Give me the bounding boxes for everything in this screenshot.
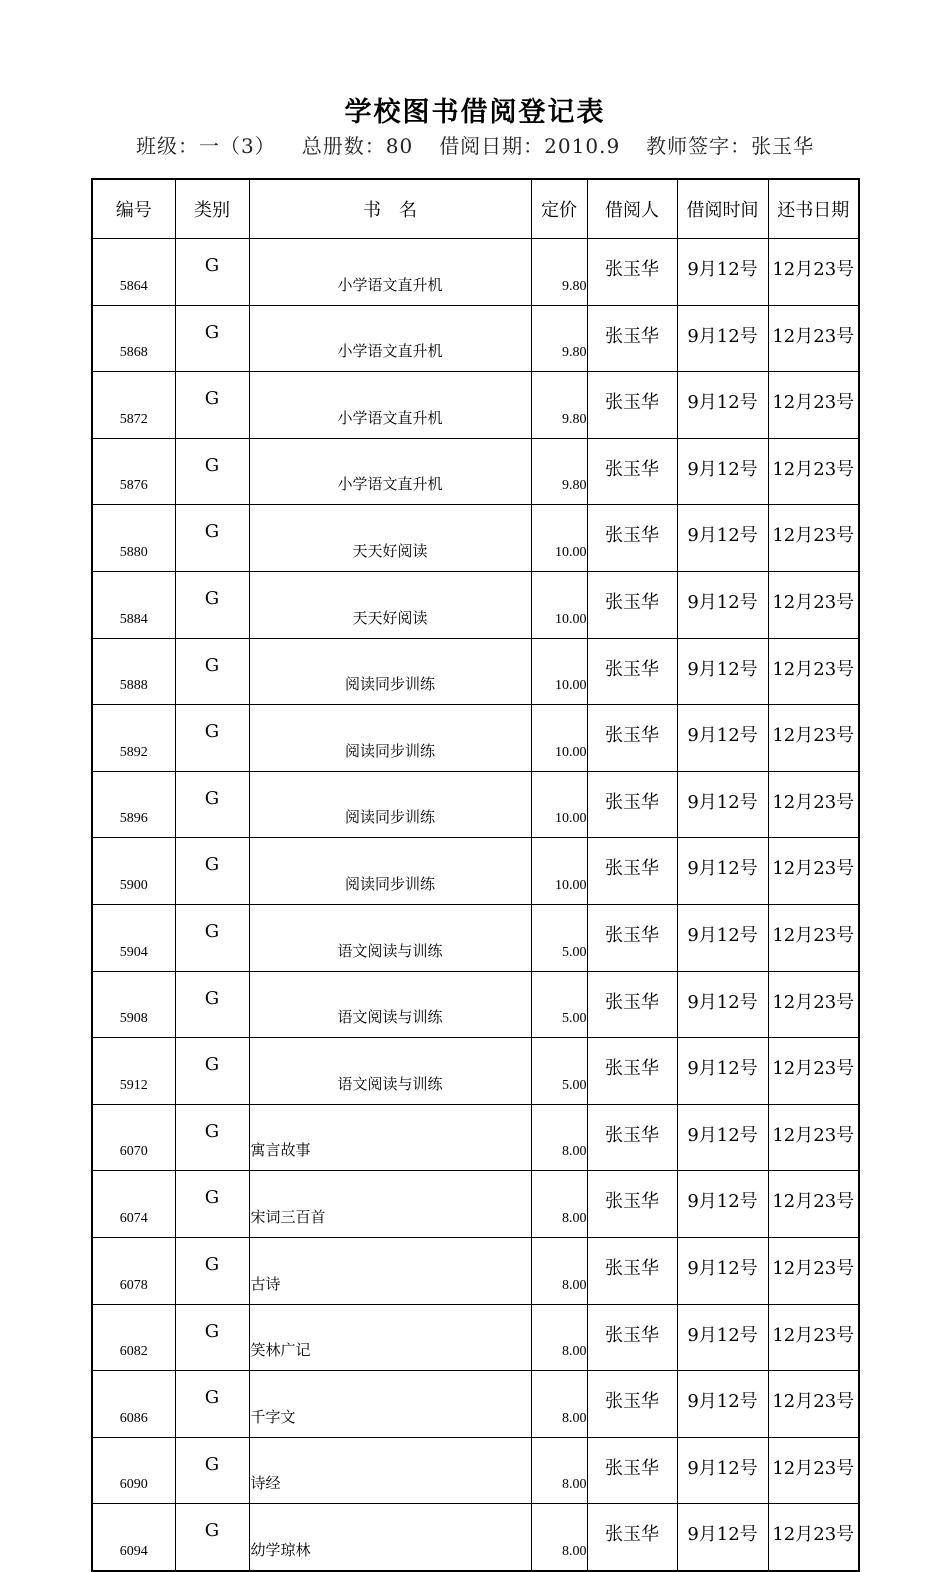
- return-date-cell: 12月23号: [768, 1104, 859, 1171]
- header-category: 类别: [175, 179, 249, 239]
- book-id-cell: 5872: [92, 372, 175, 439]
- table-row: [92, 1437, 859, 1504]
- document-subtitle: [136, 130, 840, 159]
- borrow-time-cell: 9月12号: [677, 438, 768, 505]
- borrower-cell: 张玉华: [587, 838, 677, 905]
- book-title-cell: 天天好阅读: [249, 571, 531, 638]
- book-id-cell: 6074: [92, 1171, 175, 1238]
- header-borrower: 借阅人: [587, 179, 677, 239]
- borrow-time-cell: 9月12号: [677, 372, 768, 439]
- book-id-cell: 5888: [92, 638, 175, 705]
- return-date-cell: 12月23号: [768, 1038, 859, 1105]
- book-title-cell: 小学语文直升机: [249, 438, 531, 505]
- book-id-cell: 6086: [92, 1371, 175, 1438]
- header-price: 定价: [531, 179, 587, 239]
- category-cell: G: [175, 838, 249, 905]
- table-row: [92, 971, 859, 1038]
- price-cell: 8.00: [531, 1437, 587, 1504]
- borrower-cell: 张玉华: [587, 638, 677, 705]
- borrow-time-cell: 9月12号: [677, 571, 768, 638]
- price-cell: 10.00: [531, 638, 587, 705]
- borrower-cell: 张玉华: [587, 571, 677, 638]
- return-date-cell: 12月23号: [768, 1171, 859, 1238]
- header-return-date: 还书日期: [768, 179, 859, 239]
- price-cell: 8.00: [531, 1304, 587, 1371]
- book-id-cell: 5876: [92, 438, 175, 505]
- book-title-cell: 小学语文直升机: [249, 239, 531, 306]
- borrow-time-cell: 9月12号: [677, 1038, 768, 1105]
- borrower-cell: 张玉华: [587, 1504, 677, 1571]
- table-row: [92, 505, 859, 572]
- table-row: [92, 1171, 859, 1238]
- return-date-cell: 12月23号: [768, 705, 859, 772]
- table-row: [92, 305, 859, 372]
- header-id: 编号: [92, 179, 175, 239]
- book-title-cell: 阅读同步训练: [249, 838, 531, 905]
- category-cell: G: [175, 1504, 249, 1571]
- return-date-cell: 12月23号: [768, 571, 859, 638]
- book-title-cell: 阅读同步训练: [249, 638, 531, 705]
- borrower-cell: 张玉华: [587, 705, 677, 772]
- price-cell: 9.80: [531, 239, 587, 306]
- borrow-time-cell: 9月12号: [677, 1437, 768, 1504]
- book-title-cell: 阅读同步训练: [249, 705, 531, 772]
- book-id-cell: 5864: [92, 239, 175, 306]
- table-row: [92, 838, 859, 905]
- price-cell: 10.00: [531, 838, 587, 905]
- price-cell: 10.00: [531, 771, 587, 838]
- borrower-cell: 张玉华: [587, 971, 677, 1038]
- price-cell: 10.00: [531, 571, 587, 638]
- borrow-time-cell: 9月12号: [677, 1171, 768, 1238]
- book-title-cell: 寓言故事: [249, 1104, 531, 1171]
- table-row: [92, 239, 859, 306]
- borrower-cell: 张玉华: [587, 904, 677, 971]
- header-borrow-time: 借阅时间: [677, 179, 768, 239]
- category-cell: G: [175, 305, 249, 372]
- borrower-cell: 张玉华: [587, 771, 677, 838]
- table-row: [92, 1038, 859, 1105]
- category-cell: G: [175, 638, 249, 705]
- book-title-cell: 宋词三百首: [249, 1171, 531, 1238]
- category-cell: G: [175, 705, 249, 772]
- borrow-time-cell: 9月12号: [677, 904, 768, 971]
- table-row: [92, 438, 859, 505]
- table-row: [92, 705, 859, 772]
- return-date-cell: 12月23号: [768, 1437, 859, 1504]
- book-title-cell: 语文阅读与训练: [249, 1038, 531, 1105]
- table-row: [92, 1371, 859, 1438]
- borrow-time-cell: 9月12号: [677, 505, 768, 572]
- table-row: [92, 1304, 859, 1371]
- category-cell: G: [175, 438, 249, 505]
- price-cell: 8.00: [531, 1171, 587, 1238]
- book-id-cell: 6090: [92, 1437, 175, 1504]
- header-title: 书 名: [249, 179, 531, 239]
- book-id-cell: 5884: [92, 571, 175, 638]
- return-date-cell: 12月23号: [768, 239, 859, 306]
- return-date-cell: 12月23号: [768, 771, 859, 838]
- borrow-time-cell: 9月12号: [677, 771, 768, 838]
- price-cell: 9.80: [531, 305, 587, 372]
- book-id-cell: 6094: [92, 1504, 175, 1571]
- book-title-cell: 笑林广记: [249, 1304, 531, 1371]
- category-cell: G: [175, 1237, 249, 1304]
- book-id-cell: 6070: [92, 1104, 175, 1171]
- table-row: [92, 638, 859, 705]
- return-date-cell: 12月23号: [768, 904, 859, 971]
- table-row: [92, 904, 859, 971]
- book-id-cell: 5912: [92, 1038, 175, 1105]
- category-cell: G: [175, 372, 249, 439]
- borrower-cell: 张玉华: [587, 239, 677, 306]
- teacher-signature: 教师签字：张玉华: [646, 134, 815, 158]
- borrower-cell: 张玉华: [587, 1171, 677, 1238]
- price-cell: 9.80: [531, 438, 587, 505]
- table-row: [92, 1237, 859, 1304]
- return-date-cell: 12月23号: [768, 1504, 859, 1571]
- borrow-ledger-table: [91, 178, 860, 1572]
- category-cell: G: [175, 1304, 249, 1371]
- category-cell: G: [175, 1171, 249, 1238]
- borrower-cell: 张玉华: [587, 438, 677, 505]
- borrower-cell: 张玉华: [587, 1371, 677, 1438]
- table-row: [92, 1104, 859, 1171]
- category-cell: G: [175, 239, 249, 306]
- return-date-cell: 12月23号: [768, 305, 859, 372]
- return-date-cell: 12月23号: [768, 638, 859, 705]
- borrow-time-cell: 9月12号: [677, 1304, 768, 1371]
- borrow-time-cell: 9月12号: [677, 1237, 768, 1304]
- price-cell: 5.00: [531, 904, 587, 971]
- book-title-cell: 语文阅读与训练: [249, 971, 531, 1038]
- borrower-cell: 张玉华: [587, 372, 677, 439]
- borrow-time-cell: 9月12号: [677, 838, 768, 905]
- category-cell: G: [175, 1038, 249, 1105]
- book-title-cell: 阅读同步训练: [249, 771, 531, 838]
- category-cell: G: [175, 1371, 249, 1438]
- borrow-time-cell: 9月12号: [677, 705, 768, 772]
- book-id-cell: 5904: [92, 904, 175, 971]
- category-cell: G: [175, 771, 249, 838]
- category-cell: G: [175, 571, 249, 638]
- table-row: [92, 571, 859, 638]
- book-id-cell: 5900: [92, 838, 175, 905]
- borrow-time-cell: 9月12号: [677, 1371, 768, 1438]
- category-cell: G: [175, 904, 249, 971]
- category-cell: G: [175, 505, 249, 572]
- document-title: 学校图书借阅登记表: [344, 97, 606, 128]
- borrower-cell: 张玉华: [587, 1038, 677, 1105]
- header-row: [92, 179, 859, 239]
- price-cell: 8.00: [531, 1504, 587, 1571]
- borrow-time-cell: 9月12号: [677, 971, 768, 1038]
- price-cell: 5.00: [531, 971, 587, 1038]
- return-date-cell: 12月23号: [768, 1371, 859, 1438]
- book-id-cell: 5868: [92, 305, 175, 372]
- borrower-cell: 张玉华: [587, 305, 677, 372]
- price-cell: 8.00: [531, 1237, 587, 1304]
- price-cell: 9.80: [531, 372, 587, 439]
- return-date-cell: 12月23号: [768, 838, 859, 905]
- borrow-time-cell: 9月12号: [677, 638, 768, 705]
- book-id-cell: 5908: [92, 971, 175, 1038]
- borrower-cell: 张玉华: [587, 1437, 677, 1504]
- price-cell: 10.00: [531, 505, 587, 572]
- return-date-cell: 12月23号: [768, 1304, 859, 1371]
- book-title-cell: 幼学琼林: [249, 1504, 531, 1571]
- book-title-cell: 天天好阅读: [249, 505, 531, 572]
- table-body: [92, 239, 859, 1571]
- borrower-cell: 张玉华: [587, 1304, 677, 1371]
- return-date-cell: 12月23号: [768, 1237, 859, 1304]
- category-cell: G: [175, 1437, 249, 1504]
- table-row: [92, 1504, 859, 1571]
- category-cell: G: [175, 1104, 249, 1171]
- borrow-time-cell: 9月12号: [677, 1104, 768, 1171]
- book-id-cell: 5880: [92, 505, 175, 572]
- borrow-time-cell: 9月12号: [677, 1504, 768, 1571]
- borrower-cell: 张玉华: [587, 1104, 677, 1171]
- price-cell: 10.00: [531, 705, 587, 772]
- book-id-cell: 5896: [92, 771, 175, 838]
- return-date-cell: 12月23号: [768, 438, 859, 505]
- book-id-cell: 6082: [92, 1304, 175, 1371]
- book-title-cell: 千字文: [249, 1371, 531, 1438]
- price-cell: 5.00: [531, 1038, 587, 1105]
- return-date-cell: 12月23号: [768, 971, 859, 1038]
- book-title-cell: 小学语文直升机: [249, 372, 531, 439]
- book-id-cell: 5892: [92, 705, 175, 772]
- borrower-cell: 张玉华: [587, 505, 677, 572]
- book-title-cell: 小学语文直升机: [249, 305, 531, 372]
- price-cell: 8.00: [531, 1104, 587, 1171]
- book-title-cell: 语文阅读与训练: [249, 904, 531, 971]
- class-info: 班级：一（3）: [136, 134, 276, 158]
- book-title-cell: 诗经: [249, 1437, 531, 1504]
- borrow-time-cell: 9月12号: [677, 305, 768, 372]
- return-date-cell: 12月23号: [768, 372, 859, 439]
- price-cell: 8.00: [531, 1371, 587, 1438]
- borrow-date-info: 借阅日期：2010.9: [439, 134, 621, 158]
- table-row: [92, 771, 859, 838]
- borrow-time-cell: 9月12号: [677, 239, 768, 306]
- category-cell: G: [175, 971, 249, 1038]
- return-date-cell: 12月23号: [768, 505, 859, 572]
- total-volumes: 总册数：80: [301, 134, 414, 158]
- borrower-cell: 张玉华: [587, 1237, 677, 1304]
- book-title-cell: 古诗: [249, 1237, 531, 1304]
- book-id-cell: 6078: [92, 1237, 175, 1304]
- table-row: [92, 372, 859, 439]
